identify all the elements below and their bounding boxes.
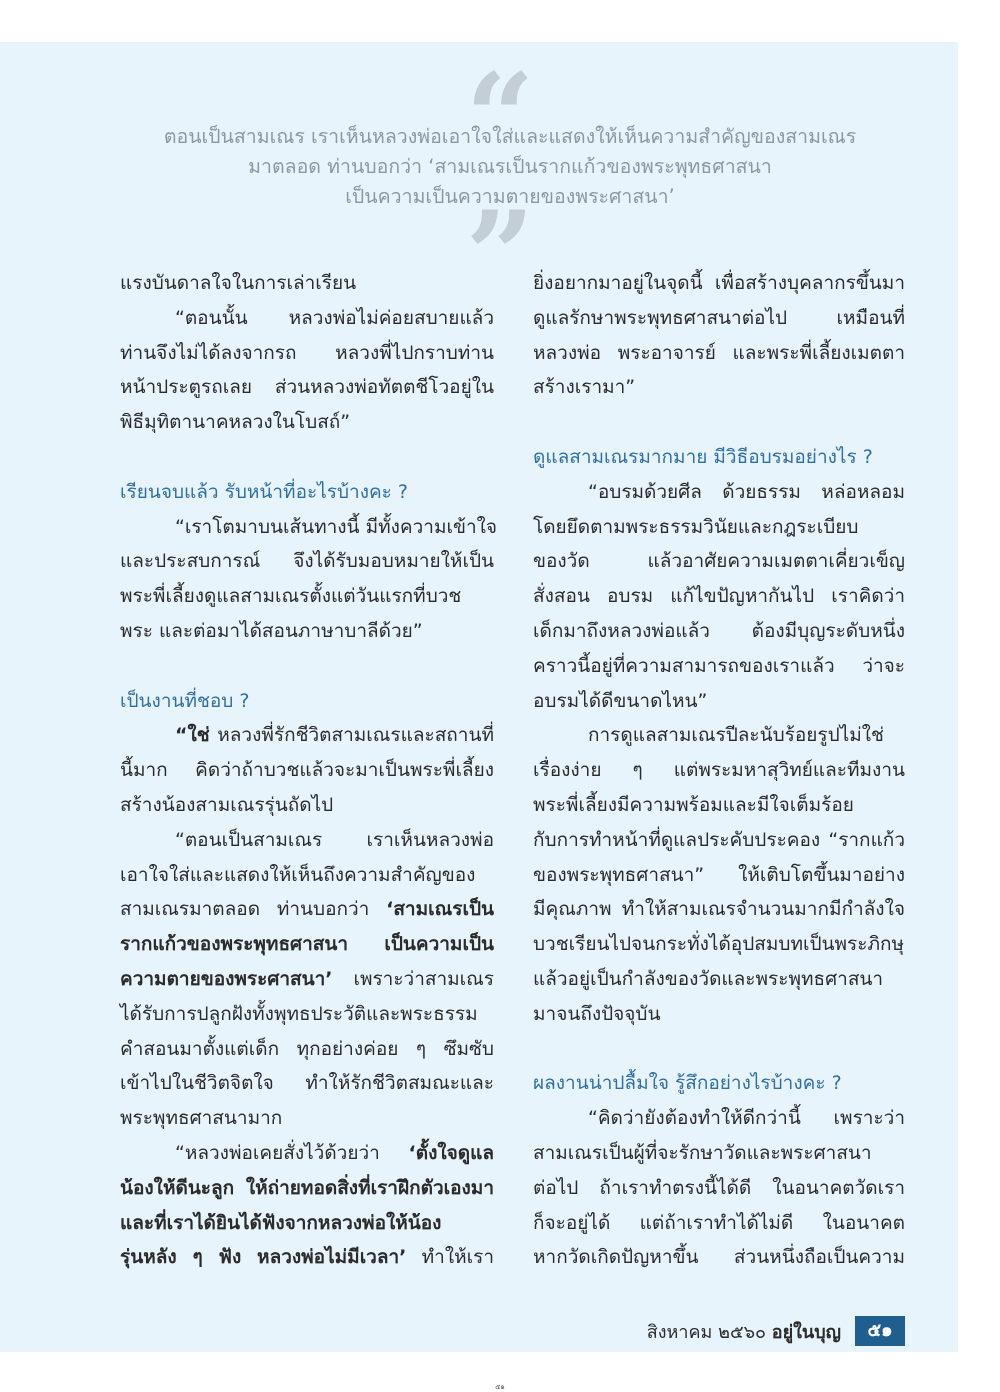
paragraph-line — [120, 1136, 494, 1171]
text-run: สามเณรมาตลอด ท่านบอกว่า — [120, 898, 387, 921]
paragraph-line: ยิ่งอยากมาอยู่ในจุดนี้ เพื่อสร้างบุคลากรขึ้นมา — [533, 272, 905, 294]
paragraph-line: “ตอนนั้น หลวงพ่อไม่ค่อยสบายแล้ว — [175, 306, 494, 329]
paragraph-line: บวชเรียนไปจนกระทั่งได้อุปสมบทเป็นพระภิกษุ — [533, 933, 905, 956]
paragraph-line: และประสบการณ์ จึงได้รับมอบหมายให้เป็น — [120, 550, 494, 573]
paragraph-line: พระพี่เลี้ยงดูแลสามเณรตั้งแต่วันแรกที่บวช — [120, 585, 462, 608]
paragraph-line: คำสอนมาตั้งแต่เด็ก ทุกอย่างค่อย ๆ ซึมซับ — [120, 1037, 494, 1060]
paragraph-line — [120, 1240, 494, 1275]
paragraph-line — [120, 962, 494, 997]
section-heading: เป็นงานที่ชอบ ? — [120, 689, 250, 712]
paragraph-line: มีคุณภาพ ทำให้สามเณรจำนวนมากมีกำลังใจ — [533, 898, 905, 921]
footer-brand: อยู่ในบุญ — [771, 1321, 841, 1343]
paragraph-line: น้องให้ดีนะลูก ให้ถ่ายทอดสิ่งที่เราฝึกตัวเองมา — [120, 1176, 494, 1199]
paragraph-line: ก็จะอยู่ได้ แต่ถ้าเราทำได้ไม่ดี ในอนาคต — [533, 1211, 905, 1234]
paragraph-line: เรื่องง่าย ๆ แต่พระมหาสุวิทย์และทีมงาน — [533, 759, 905, 782]
left-column — [120, 266, 498, 1275]
bold-text: รุ่นหลัง ๆ ฟัง หลวงพ่อไม่มีเวลา’ — [120, 1246, 407, 1269]
paragraph-line: ต่อไป ถ้าเราทำตรงนี้ได้ดี ในอนาคตวัดเรา — [533, 1176, 905, 1199]
paragraph-line: เอาใจใส่และแสดงให้เห็นถึงความสำคัญของ — [120, 863, 476, 886]
paragraph-line: ดูแลรักษาพระพุทธศาสนาต่อไป เหมือนที่ — [533, 306, 905, 329]
paragraph-line: สร้างน้องสามเณรรุ่นถัดไป — [120, 793, 334, 816]
paragraph-line: สั่งสอน อบรม แก้ไขปัญหากันไป เราคิดว่า — [533, 585, 905, 608]
pull-quote-line: มาตลอด ท่านบอกว่า ‘สามเณรเป็นรากแก้วของพระพุทธศาสนา — [248, 155, 772, 178]
paragraph-line: อบรมได้ดีขนาดไหน” — [533, 689, 708, 712]
paragraph-line: “คิดว่ายังต้องทำให้ดีกว่านี้ เพราะว่า — [588, 1107, 905, 1130]
print-page-number: ๕๑ — [495, 1383, 505, 1391]
section-heading: ผลงานน่าปลื้มใจ รู้สึกอย่างไรบ้างคะ ? — [533, 1072, 842, 1095]
text-run: เพราะว่าสามเณร — [332, 967, 494, 990]
page-number-badge: ๕๑ — [855, 1316, 905, 1346]
paragraph-line: แรงบันดาลใจในการเล่าเรียน — [120, 272, 357, 294]
paragraph-line: “ตอนเป็นสามเณร เราเห็นหลวงพ่อ — [175, 828, 494, 851]
paragraph-line: และที่เราได้ยินได้ฟังจากหลวงพ่อให้น้อง — [120, 1211, 442, 1234]
text-run: ทำให้เรา — [406, 1246, 495, 1269]
paragraph-line: พระพุทธศาสนามาก — [120, 1107, 283, 1130]
text-run: “หลวงพ่อเคยสั่งไว้ด้วยว่า — [175, 1141, 409, 1164]
footer-date: สิงหาคม ๒๕๖๐ — [646, 1321, 767, 1343]
paragraph-line: นี้มาก คิดว่าถ้าบวชแล้วจะมาเป็นพระพี่เลี้ยง — [120, 759, 494, 782]
pull-quote-line: เป็นความเป็นความตายของพระศาสนา’ — [345, 185, 675, 208]
bold-text: “ใช่ — [175, 724, 210, 747]
pull-quote-line: ตอนเป็นสามเณร เราเห็นหลวงพ่อเอาใจใส่และแสดงให้เห็นความสำคัญของสามเณร — [163, 125, 857, 148]
paragraph-line — [120, 892, 494, 927]
paragraph-line: ได้รับการปลูกฝังทั้งพุทธประวัติและพระธรรม — [120, 1002, 478, 1025]
paragraph-line: ของวัด แล้วอาศัยความเมตตาเคี่ยวเข็ญ — [533, 550, 905, 573]
footer-issue — [647, 1317, 841, 1346]
paragraph-line — [120, 718, 494, 753]
paragraph-line: โดยยึดตามพระธรรมวินัยและกฎระเบียบ — [533, 515, 859, 538]
section-heading: ดูแลสามเณรมากมาย มีวิธีอบรมอย่างไร ? — [533, 445, 873, 468]
paragraph-line: สร้างเรามา” — [533, 376, 636, 399]
open-quote-icon: “ — [465, 47, 535, 188]
close-quote-icon: ” — [465, 185, 535, 326]
bold-text: ความตายของพระศาสนา’ — [120, 967, 333, 990]
paragraph-line: “เราโตมาบนเส้นทางนี้ มีทั้งความเข้าใจ — [175, 515, 498, 538]
paragraph-line: มาจนถึงปัจจุบัน — [533, 1002, 661, 1025]
text-run: หลวงพี่รักชีวิตสามเณรและสถานที่ — [209, 724, 494, 747]
bold-text: ‘สามเณรเป็น — [386, 898, 494, 921]
paragraph-line: หน้าประตูรถเลย ส่วนหลวงพ่อทัตตชีโวอยู่ใน — [120, 376, 494, 399]
paragraph-line: เข้าไปในชีวิตจิตใจ ทำให้รักชีวิตสมณะและ — [120, 1072, 494, 1095]
paragraph-line: ท่านจึงไม่ได้ลงจากรถ หลวงพี่ไปกราบท่าน — [120, 341, 494, 364]
paragraph-line: กับการทำหน้าที่ดูแลประคับประคอง “รากแก้ว — [533, 828, 905, 851]
paragraph-line: พิธีมุทิตานาคหลวงในโบสถ์” — [120, 411, 351, 434]
paragraph-line: “อบรมด้วยศีล ด้วยธรรม หล่อหลอม — [588, 480, 905, 503]
right-column — [533, 266, 905, 1275]
paragraph-line: สามเณรเป็นผู้ที่จะรักษาวัดและพระศาสนา — [533, 1141, 872, 1164]
paragraph-line: คราวนี้อยู่ที่ความสามารถของเราแล้ว ว่าจะ — [533, 654, 905, 677]
paragraph-line: การดูแลสามเณรปีละนับร้อยรูปไม่ใช่ — [588, 724, 884, 747]
paragraph-line: ของพระพุทธศาสนา” ให้เติบโตขึ้นมาอย่าง — [533, 863, 905, 886]
paragraph-line: หากวัดเกิดปัญหาขึ้น ส่วนหนึ่งถือเป็นความ — [533, 1246, 905, 1269]
paragraph-line: แล้วอยู่เป็นกำลังของวัดและพระพุทธศาสนา — [533, 967, 884, 990]
section-heading: เรียนจบแล้ว รับหน้าที่อะไรบ้างคะ ? — [120, 480, 409, 503]
paragraph-line: หลวงพ่อ พระอาจารย์ และพระพี่เลี้ยงเมตตา — [533, 341, 905, 364]
paragraph-line: รากแก้วของพระพุทธศาสนา เป็นความเป็น — [120, 933, 494, 956]
paragraph-line: พระ และต่อมาได้สอนภาษาบาลีด้วย” — [120, 619, 423, 642]
bold-text: ‘ตั้งใจดูแล — [408, 1141, 494, 1164]
paragraph-line: เด็กมาถึงหลวงพ่อแล้ว ต้องมีบุญระดับหนึ่ง — [533, 619, 905, 642]
paragraph-line: พระพี่เลี้ยงมีความพร้อมและมีใจเต็มร้อย — [533, 793, 854, 816]
page-footer — [600, 1316, 905, 1346]
